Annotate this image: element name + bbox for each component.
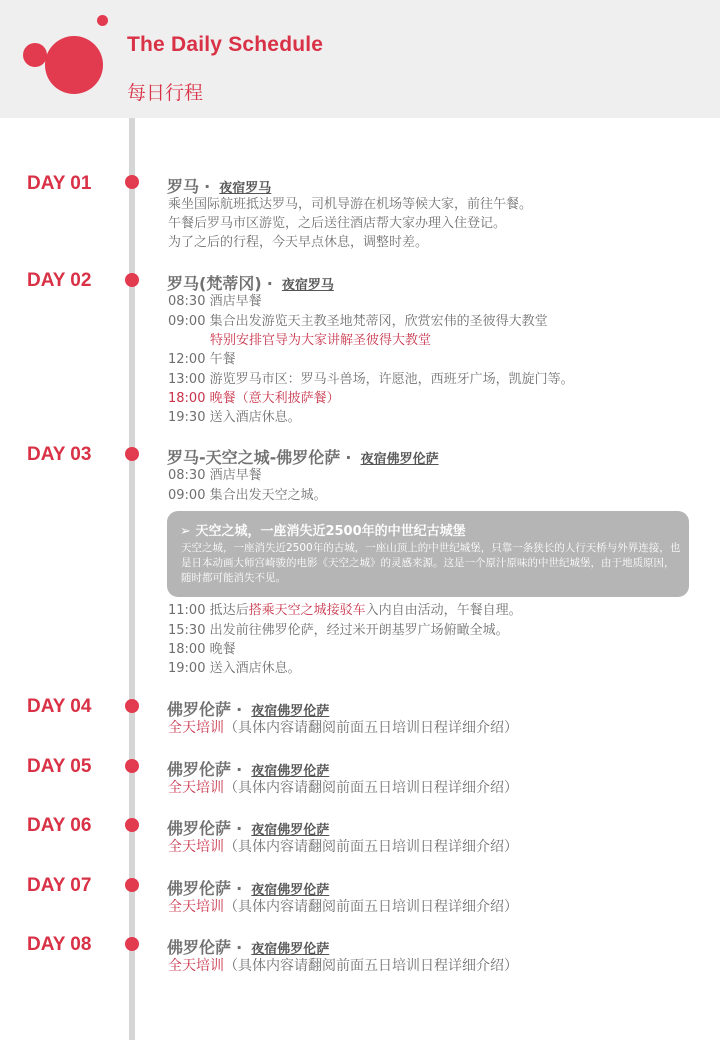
schedule-line: 08:30 酒店早餐: [168, 294, 262, 309]
day-title: [167, 757, 329, 780]
day-lodging: 夜宿罗马: [281, 278, 334, 293]
day-lodging: 夜宿佛罗伦萨: [251, 883, 330, 898]
day-destination: 佛罗伦萨: [167, 938, 232, 957]
day-label: DAY 02: [27, 270, 92, 291]
schedule-line: 15:30 出发前往佛罗伦萨，经过米开朗基罗广场俯瞰全城。: [168, 623, 509, 638]
schedule-line: 13:00 游览罗马市区：罗马斗兽场，许愿池，西班牙广场，凯旋门等。: [168, 372, 574, 387]
timeline-line: [129, 118, 135, 1040]
schedule-line: [168, 602, 522, 620]
schedule-line: 18:00 晚餐: [168, 642, 236, 657]
day-label: DAY 05: [27, 756, 92, 777]
day-title: [167, 697, 329, 720]
day-separator: ·: [236, 819, 243, 838]
schedule-line: [168, 719, 518, 737]
day-title: [167, 445, 439, 468]
schedule-line: 乘坐国际航班抵达罗马，司机导游在机场等候大家，前往午餐。: [168, 197, 533, 212]
timeline-dot: [125, 447, 139, 461]
day-label: DAY 04: [27, 696, 92, 717]
day-label: DAY 03: [27, 444, 92, 465]
training-label: 全天培训: [168, 899, 224, 915]
schedule-line: 为了之后的行程，今天早点休息，调整时差。: [168, 235, 429, 250]
schedule-line: [168, 779, 518, 797]
schedule-line: [168, 957, 518, 975]
day-destination: 罗马-天空之城-佛罗伦萨: [167, 448, 341, 467]
day-title: [167, 935, 329, 958]
day-destination: 佛罗伦萨: [167, 760, 232, 779]
timeline-dot: [125, 878, 139, 892]
day-destination: 罗马(梵蒂冈): [167, 274, 262, 293]
day-separator: ·: [345, 448, 352, 467]
training-label: 全天培训: [168, 720, 224, 736]
day-separator: ·: [236, 879, 243, 898]
training-note: （具体内容请翻阅前面五日培训日程详细介绍）: [224, 839, 518, 855]
schedule-line-prefix: 11:00 抵达后: [168, 603, 249, 618]
day-title: [167, 271, 334, 294]
schedule-line: 19:30 送入酒店休息。: [168, 410, 301, 425]
timeline-dot: [125, 699, 139, 713]
training-note: （具体内容请翻阅前面五日培训日程详细介绍）: [224, 720, 518, 736]
timeline-dot: [125, 273, 139, 287]
training-label: 全天培训: [168, 958, 224, 974]
callout-heading-text: 天空之城，一座消失近2500年的中世纪古城堡: [195, 524, 466, 539]
schedule-line: 19:00 送入酒店休息。: [168, 661, 301, 676]
day-destination: 佛罗伦萨: [167, 819, 232, 838]
timeline-dot: [125, 937, 139, 951]
page-title-english: The Daily Schedule: [127, 33, 324, 56]
day-title: [167, 876, 329, 899]
callout-bullet-icon: ➢: [180, 524, 191, 539]
training-note: （具体内容请翻阅前面五日培训日程详细介绍）: [224, 958, 518, 974]
day-lodging: 夜宿佛罗伦萨: [360, 452, 439, 467]
schedule-line: 09:00 集合出发天空之城。: [168, 488, 327, 503]
page-title-chinese: 每日行程: [127, 82, 204, 104]
day-lodging: 夜宿佛罗伦萨: [251, 823, 330, 838]
schedule-line: 09:00 集合出发游览天主教圣地梵蒂冈，欣赏宏伟的圣彼得大教堂: [168, 314, 548, 329]
day-separator: ·: [236, 760, 243, 779]
day-label: DAY 07: [27, 875, 92, 896]
day-title: [167, 816, 329, 839]
day-lodging: 夜宿罗马: [219, 181, 272, 196]
day-label: DAY 08: [27, 934, 92, 955]
schedule-highlight: 18:00 晚餐（意大利披萨餐）: [168, 391, 340, 406]
day-lodging: 夜宿佛罗伦萨: [251, 764, 330, 779]
day-destination: 罗马: [167, 177, 200, 196]
day-lodging: 夜宿佛罗伦萨: [251, 942, 330, 957]
schedule-line: 12:00 午餐: [168, 352, 236, 367]
timeline-dot: [125, 759, 139, 773]
day-separator: ·: [204, 177, 211, 196]
training-note: （具体内容请翻阅前面五日培训日程详细介绍）: [224, 780, 518, 796]
schedule-line: 08:30 酒店早餐: [168, 468, 262, 483]
schedule-line: [168, 898, 518, 916]
day-label: DAY 01: [27, 173, 92, 194]
callout-body: 天空之城，一座消失近2500年的古城，一座山顶上的中世纪城堡，只靠一条狭长的人行天桥与外界连接，也是日本动画大师宫崎骏的电影《天空之城》的灵感来源。这是一个原汁原味的中世纪城堡，由于地质原因，随时都可能消失不见。: [181, 542, 681, 584]
header-banner: [0, 0, 720, 118]
day-separator: ·: [236, 938, 243, 957]
day-separator: ·: [236, 700, 243, 719]
day-destination: 佛罗伦萨: [167, 700, 232, 719]
logo-dot-large: [45, 36, 103, 94]
logo-dot-small: [97, 15, 108, 26]
timeline-dot: [125, 818, 139, 832]
day-label: DAY 06: [27, 815, 92, 836]
schedule-line-suffix: 入内自由活动，午餐自理。: [365, 603, 522, 618]
training-note: （具体内容请翻阅前面五日培训日程详细介绍）: [224, 899, 518, 915]
logo-dot-medium: [23, 43, 47, 67]
day-separator: ·: [266, 274, 273, 293]
schedule-highlight: 特别安排官导为大家讲解圣彼得大教堂: [210, 333, 432, 348]
day-title: [167, 174, 271, 197]
training-label: 全天培训: [168, 780, 224, 796]
day-destination: 佛罗伦萨: [167, 879, 232, 898]
schedule-line: [168, 838, 518, 856]
day-lodging: 夜宿佛罗伦萨: [251, 704, 330, 719]
training-label: 全天培训: [168, 839, 224, 855]
timeline-dot: [125, 175, 139, 189]
callout-heading: [180, 520, 466, 539]
schedule-highlight: 搭乘天空之城接驳车: [248, 603, 366, 618]
schedule-line: 午餐后罗马市区游览，之后送往酒店帮大家办理入住登记。: [168, 216, 507, 231]
